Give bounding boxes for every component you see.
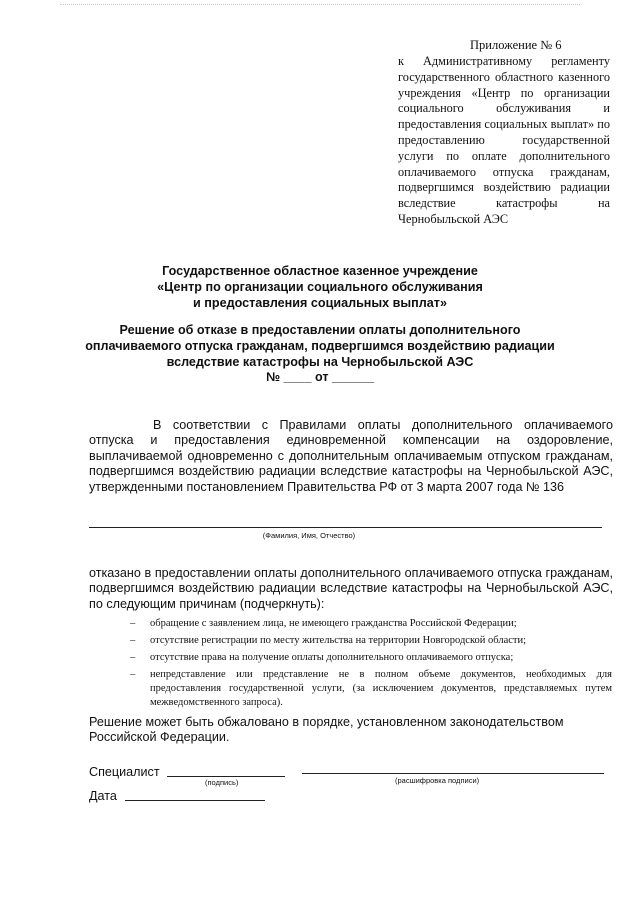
reason-item <box>130 634 612 648</box>
dash-bullet: – <box>130 618 136 629</box>
reasons-list <box>130 617 612 713</box>
legal-basis-text: В соответствии с Правилами оплаты дополнительного оплачиваемого отпуска и предоставления единовременной компенсации на оздоровление, выплачиваемой одновременно с дополнительным оплачиваемым отпуском гражданам, подвергшимся воздействию радиации вследствие катастрофы на Чернобыльской АЭС, утвержденными постановлением Правительства РФ от 3 марта 2007 года № 136 <box>89 418 613 494</box>
reason-item <box>130 617 612 631</box>
reason-text: отсутствие регистрации по месту жительства на территории Новгородской области; <box>150 635 527 646</box>
organization-line-2: «Центр по организации социального обслуживания <box>157 280 483 294</box>
fio-blank-line <box>89 527 602 528</box>
organization-header <box>110 263 530 311</box>
reason-item <box>130 651 612 665</box>
decision-number-line: № ____ от ______ <box>265 370 375 384</box>
reason-text: обращение с заявлением лица, не имеющего гражданства Российской Федерации; <box>150 618 517 629</box>
specialist-label: Специалист <box>89 765 160 779</box>
reason-text: непредставление или представление не в полном объеме документов, необходимых для предоставления государственной услуги, (за исключением документов, представляемых путем межведомственного запроса). <box>150 669 612 708</box>
reason-text: отсутствие права на получение оплаты дополнительного оплачиваемого отпуска; <box>150 652 514 663</box>
scan-artifact <box>60 4 580 9</box>
signature-decode-line <box>302 773 604 774</box>
signature-decode-caption: (расшифровка подписи) <box>395 776 480 785</box>
organization-line-1: Государственное областное казенное учреждение <box>162 264 478 278</box>
legal-basis-paragraph <box>89 418 613 495</box>
dash-bullet: – <box>130 652 136 663</box>
reason-item <box>130 668 612 710</box>
signature-caption: (подпись) <box>205 778 239 787</box>
dash-bullet: – <box>130 669 136 680</box>
signature-line <box>167 776 285 777</box>
decision-title: Решение об отказе в предоставлении оплаты дополнительного оплачиваемого отпуска гражданам, подвергшимся воздействию радиации вследствие катастрофы на Чернобыльской АЭС <box>85 323 555 369</box>
appeal-paragraph: Решение может быть обжаловано в порядке, установленном законодательством Российской Федерации. <box>89 715 564 745</box>
dash-bullet: – <box>130 635 136 646</box>
organization-line-3: и предоставления социальных выплат» <box>193 296 447 310</box>
date-blank-line <box>125 800 265 801</box>
refusal-paragraph: отказано в предоставлении оплаты дополнительного оплачиваемого отпуска гражданам, подвергшимся воздействию радиации вследствие катастрофы на Чернобыльской АЭС, по следующим причинам (подчеркнуть): <box>89 566 613 611</box>
date-label: Дата <box>89 789 117 803</box>
fio-caption: (Фамилия, Имя, Отчество) <box>262 531 356 540</box>
appendix-title: Приложение № 6 <box>470 38 562 52</box>
appendix-text: к Административному регламенту государственного областного казенного учреждения «Центр по организации социального обслуживания и предоставления социальных выплат» по предоставлению государственной услуги по оплате дополнительного оплачиваемого отпуска гражданам, подвергшимся воздействию радиации вследствие катастрофы на Чернобыльской АЭС <box>398 54 610 226</box>
